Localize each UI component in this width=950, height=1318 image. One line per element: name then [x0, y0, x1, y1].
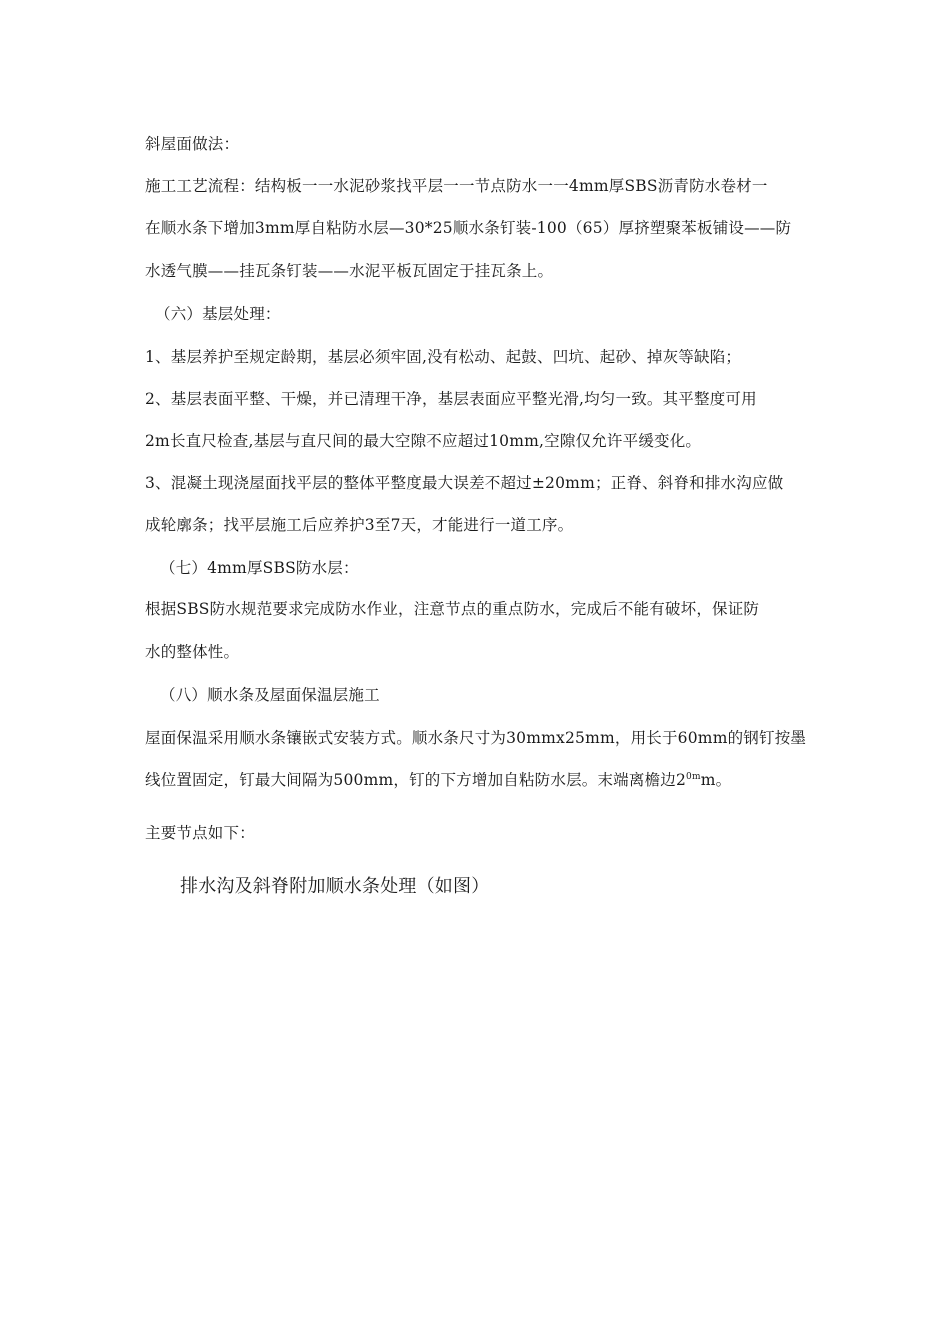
section6-line-1: 1、基层养护至规定龄期，基层必须牢固,没有松动、起鼓、凹坑、起砂、掉灰等缺陷； [145, 348, 742, 366]
heading-sloped-roof: 斜屋面做法： [145, 135, 240, 153]
section8-line-2-main: 线位置固定，钉最大间隔为500mm，钉的下方增加自粘防水层。末端离檐边2 [145, 771, 687, 789]
section8-line-2-sup: 0m [686, 771, 701, 782]
section6-line-2: 2、基层表面平整、干燥，并已清理干净，基层表面应平整光滑,均匀一致。其平整度可用 [145, 390, 757, 408]
figure-caption: 排水沟及斜脊附加顺水条处理（如图） [180, 876, 490, 897]
section8-line-1: 屋面保温采用顺水条镶嵌式安装方式。顺水条尺寸为30mmx25mm，用长于60mm的钢钉按墨 [145, 729, 807, 747]
section8-line-2 [145, 770, 731, 790]
process-line-2: 在顺水条下增加3mm厚自粘防水层—30*25顺水条钉装-100（65）厚挤塑聚苯板铺设——防 [145, 219, 792, 237]
section6-line-3: 2m长直尺检查,基层与直尺间的最大空隙不应超过10mm,空隙仅允许平缓变化。 [145, 432, 702, 450]
section7-line-2: 水的整体性。 [145, 643, 240, 661]
process-line-1: 施工工艺流程：结构板一一水泥砂浆找平层一一节点防水一一4mm厚SBS沥青防水卷材一 [145, 177, 768, 195]
section6-line-4: 3、混凝土现浇屋面找平层的整体平整度最大误差不超过±20mm；正脊、斜脊和排水沟应做 [145, 474, 784, 492]
section8-line-2-end: m。 [700, 771, 732, 789]
process-line-3: 水透气膜——挂瓦条钉装——水泥平板瓦固定于挂瓦条上。 [145, 262, 554, 280]
section6-title: （六）基层处理： [155, 305, 281, 323]
section7-line-1: 根据SBS防水规范要求完成防水作业，注意节点的重点防水，完成后不能有破坏，保证防 [145, 600, 760, 618]
main-nodes-label: 主要节点如下： [145, 824, 255, 842]
section7-title: （七）4mm厚SBS防水层： [160, 559, 359, 577]
section8-title: （八）顺水条及屋面保温层施工 [160, 686, 380, 704]
section6-line-5: 成轮廓条；找平层施工后应养护3至7天，才能进行一道工序。 [145, 516, 574, 534]
